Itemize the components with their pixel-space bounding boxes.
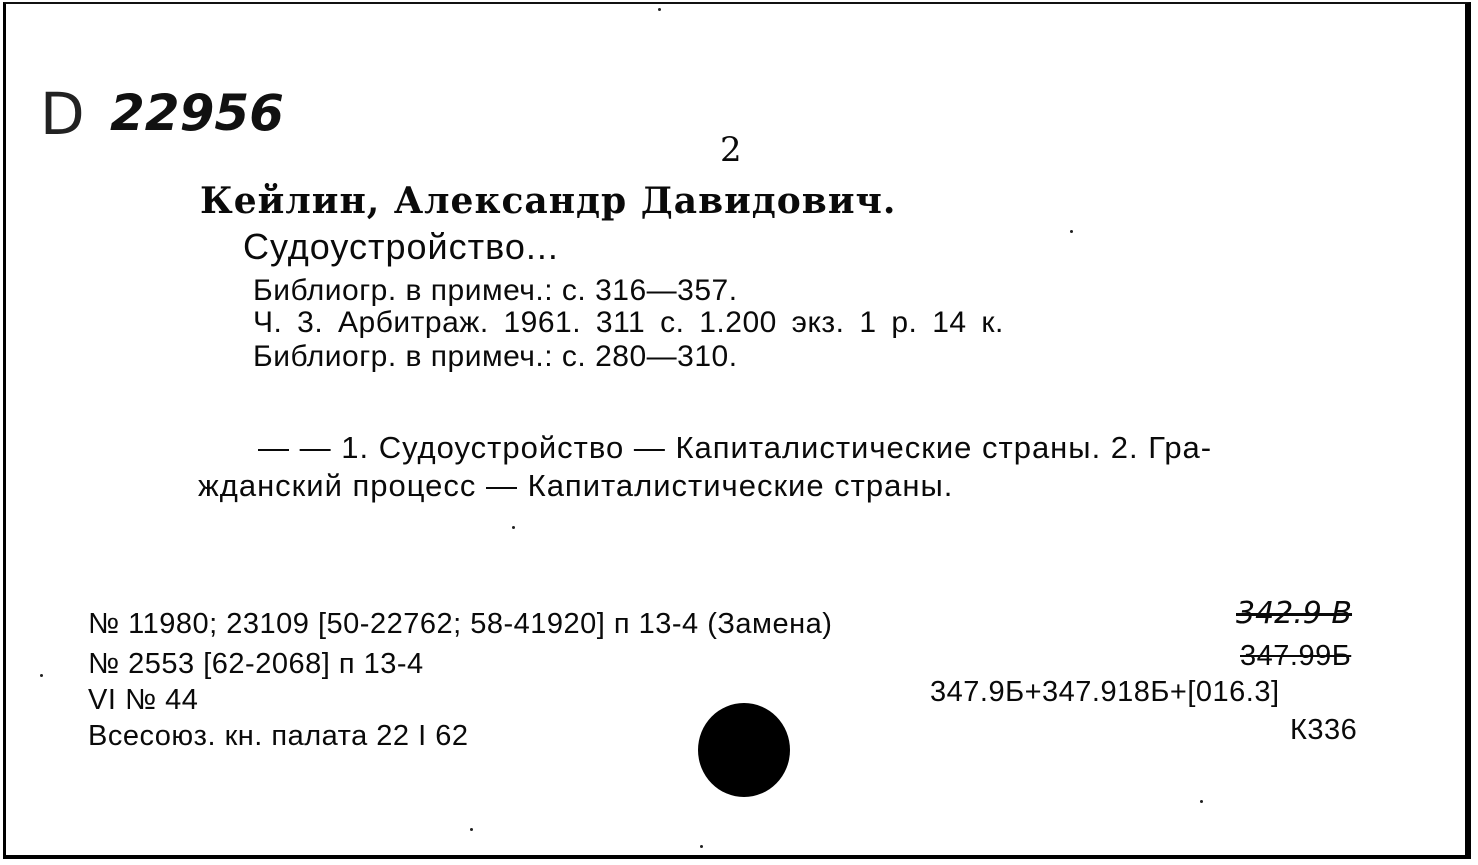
speck (1070, 230, 1073, 233)
speck (658, 8, 661, 11)
subject-line-1: — — 1. Судоустройство — Капиталистические страны. 2. Гра- (258, 430, 1213, 465)
class-struck: 347.99Б (1240, 640, 1352, 672)
card-number: 2 (720, 130, 743, 170)
subject-line-2: жданский процесс — Капиталистические страны. (198, 468, 954, 503)
speck (700, 845, 703, 848)
accession-mark: D (40, 80, 85, 148)
speck (1200, 800, 1203, 803)
class-main: 347.9Б+347.918Б+[016.3] (930, 676, 1280, 708)
accession-number: 22956 (110, 84, 284, 142)
volume-line: Ч. 3. Арбитраж. 1961. 311 с. 1.200 экз. 1 р. 14 к. (253, 306, 1004, 339)
author-mark: К336 (1290, 714, 1358, 746)
author-heading: Кейлин, Александр Давидович. (200, 180, 897, 222)
bibliography-line-2: Библиогр. в примеч.: с. 280—310. (253, 340, 738, 373)
speck (470, 828, 473, 831)
speck (512, 526, 515, 529)
class-struck-handwritten: 342.9 В (1236, 596, 1353, 631)
footer-line-2: № 2553 [62-2068] п 13-4 (88, 648, 424, 680)
speck (40, 674, 43, 677)
bibliography-line-1: Библиогр. в примеч.: с. 316—357. (253, 274, 738, 307)
book-title: Судоустройство... (243, 226, 559, 267)
footer-line-3: VI № 44 (88, 684, 199, 716)
punch-hole (698, 703, 790, 797)
footer-line-1: № 11980; 23109 [50-22762; 58-41920] п 13-4 (Замена) (88, 608, 833, 640)
footer-line-4: Всесоюз. кн. палата 22 I 62 (88, 720, 469, 752)
